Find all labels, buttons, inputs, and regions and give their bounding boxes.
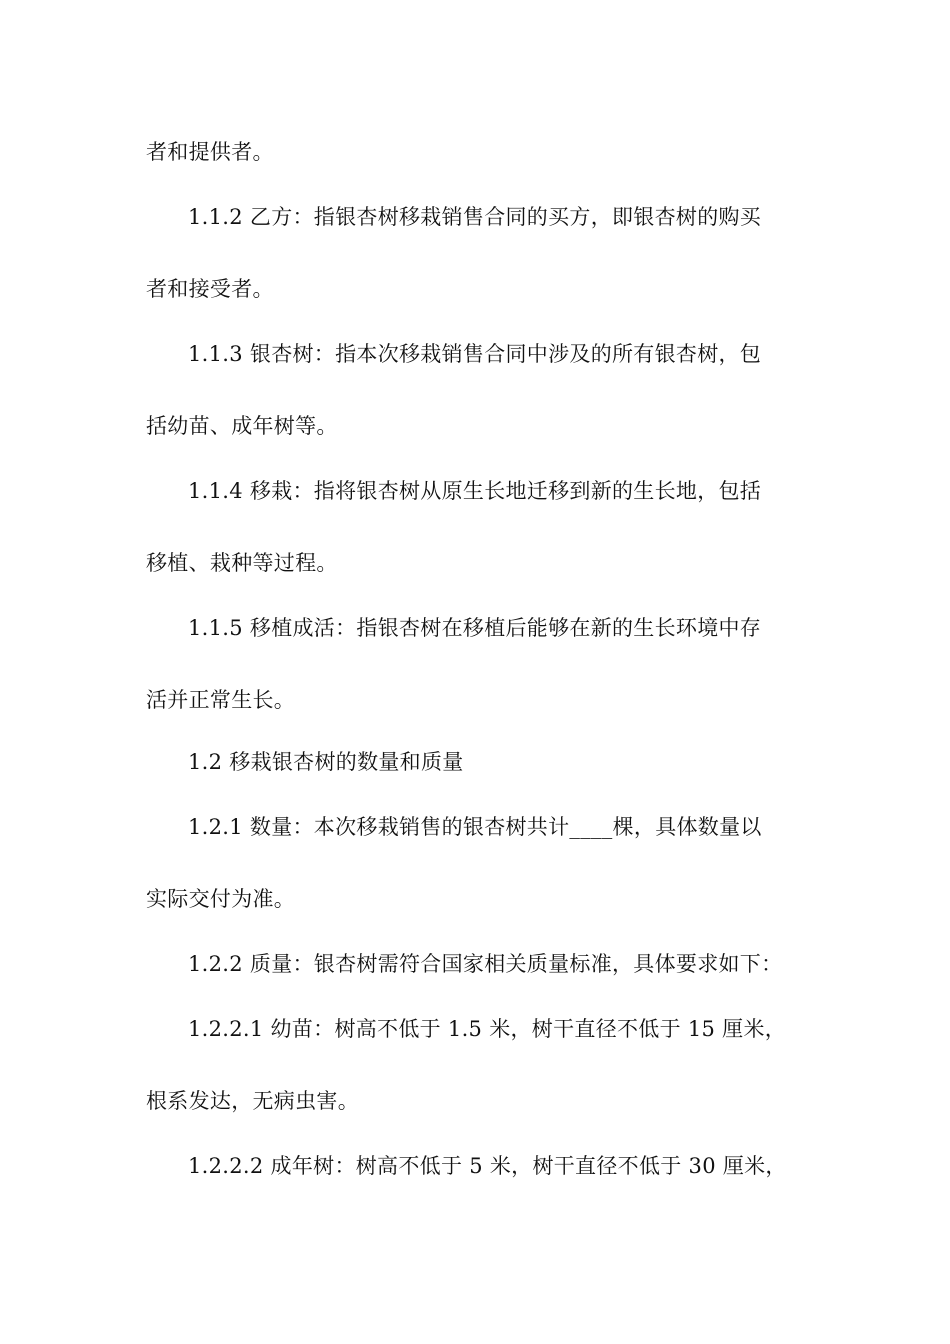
paragraph-line: 括幼苗、成年树等。	[146, 414, 338, 438]
section-heading: 1.2 移栽银杏树的数量和质量	[188, 750, 464, 774]
paragraph-line: 1.2.1 数量：本次移栽销售的银杏树共计____棵，具体数量以	[188, 815, 762, 839]
paragraph-line: 1.2.2.1 幼苗：树高不低于 1.5 米，树干直径不低于 15 厘米，	[188, 1017, 787, 1041]
paragraph-line: 1.2.2.2 成年树：树高不低于 5 米，树干直径不低于 30 厘米，	[188, 1154, 787, 1178]
paragraph-line: 1.1.5 移植成活：指银杏树在移植后能够在新的生长环境中存	[188, 616, 762, 640]
paragraph-line: 1.1.4 移栽：指将银杏树从原生长地迁移到新的生长地，包括	[188, 479, 762, 503]
paragraph-line: 者和接受者。	[146, 277, 274, 301]
paragraph-line: 者和提供者。	[146, 140, 274, 164]
paragraph-line: 根系发达，无病虫害。	[146, 1089, 359, 1113]
paragraph-line: 活并正常生长。	[146, 688, 296, 712]
paragraph-line: 实际交付为准。	[146, 887, 296, 911]
paragraph-line: 1.2.2 质量：银杏树需符合国家相关质量标准，具体要求如下：	[188, 952, 783, 976]
paragraph-line: 移植、栽种等过程。	[146, 551, 338, 575]
paragraph-line: 1.1.3 银杏树：指本次移栽销售合同中涉及的所有银杏树，包	[188, 342, 762, 366]
paragraph-line: 1.1.2 乙方：指银杏树移栽销售合同的买方，即银杏树的购买	[188, 205, 762, 229]
